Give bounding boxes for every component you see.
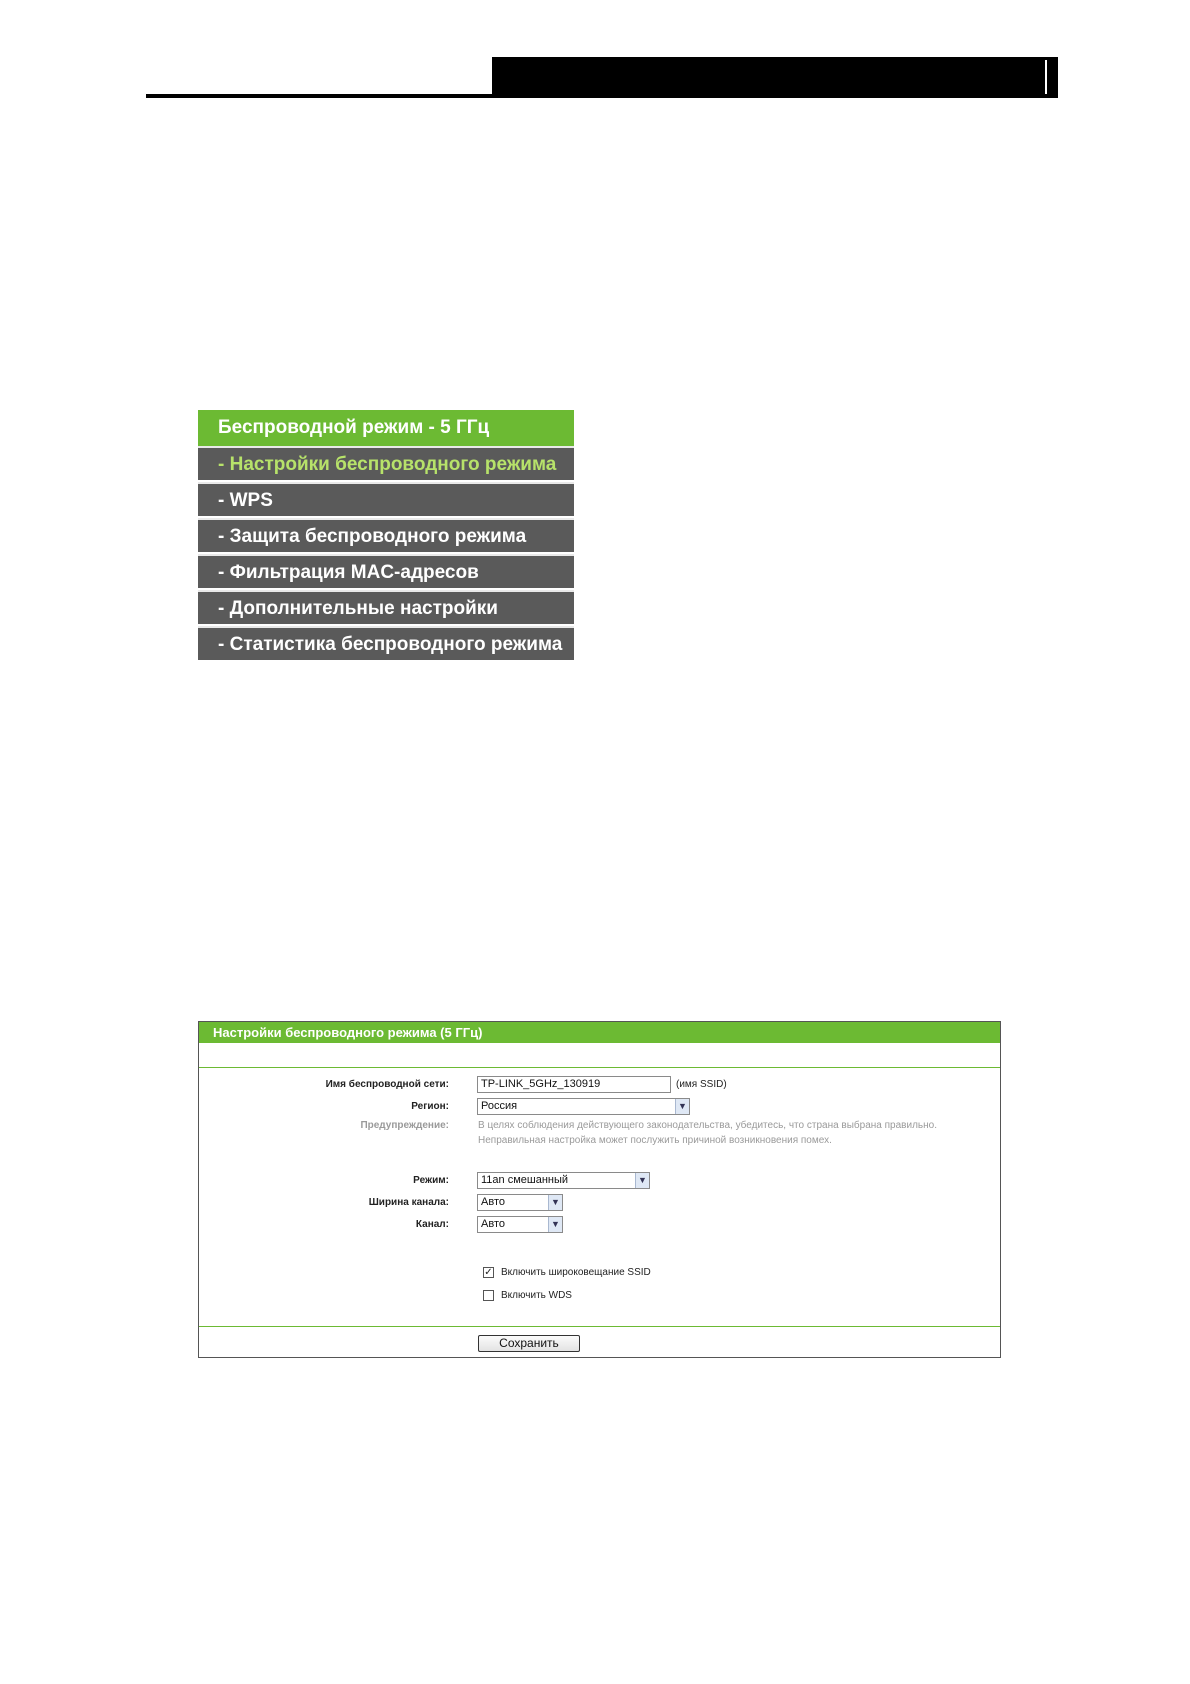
ssid-input[interactable]: TP-LINK_5GHz_130919: [477, 1076, 671, 1093]
chevron-down-icon: ▼: [548, 1217, 562, 1232]
wireless-settings-panel: [198, 1021, 1001, 1358]
mode-select[interactable]: [477, 1172, 650, 1189]
wds-checkbox[interactable]: [483, 1290, 494, 1301]
channel-width-label: Ширина канала:: [368, 1197, 449, 1208]
chevron-down-icon: ▼: [635, 1173, 649, 1188]
region-select-value: Россия: [481, 1100, 518, 1112]
ssid-label: Имя беспроводной сети:: [325, 1079, 449, 1090]
panel-divider-bottom: [199, 1326, 1000, 1327]
channel-select-value: Авто: [481, 1218, 505, 1230]
wds-label: Включить WDS: [501, 1290, 572, 1301]
channel-width-select[interactable]: [477, 1194, 563, 1211]
page-header-bar: [492, 57, 1058, 98]
chevron-down-icon: ▼: [675, 1099, 689, 1114]
page-header-divider: [1045, 60, 1047, 96]
panel-divider-top: [199, 1067, 1000, 1068]
menu-item-wps[interactable]: - WPS: [198, 482, 574, 516]
panel-title: Настройки беспроводного режима (5 ГГц): [199, 1022, 1000, 1043]
channel-label: Канал:: [415, 1219, 449, 1230]
menu-item-mac-filtering[interactable]: - Фильтрация MAC-адресов: [198, 554, 574, 588]
warning-line-1: В целях соблюдения действующего законодательства, убедитесь, что страна выбрана правильно.: [478, 1120, 937, 1131]
region-select[interactable]: [477, 1098, 690, 1115]
ssid-broadcast-checkbox[interactable]: ✓: [484, 1267, 493, 1278]
mode-select-value: 11an смешанный: [481, 1174, 569, 1186]
warning-label: Предупреждение:: [360, 1120, 449, 1131]
region-label: Регион:: [411, 1101, 449, 1112]
menu-title[interactable]: Беспроводной режим - 5 ГГц: [198, 410, 574, 446]
channel-width-value: Авто: [481, 1196, 505, 1208]
mode-label: Режим:: [413, 1175, 449, 1186]
menu-item-statistics[interactable]: - Статистика беспроводного режима: [198, 626, 574, 660]
menu-item-wireless-settings[interactable]: - Настройки беспроводного режима: [198, 446, 574, 480]
ssid-hint: (имя SSID): [676, 1079, 727, 1090]
wireless-5ghz-menu: [198, 410, 574, 667]
channel-select[interactable]: [477, 1216, 563, 1233]
warning-line-2: Неправильная настройка может послужить причиной возникновения помех.: [478, 1135, 832, 1146]
save-button[interactable]: Сохранить: [478, 1335, 580, 1352]
page-header-rule: [146, 94, 1058, 98]
chevron-down-icon: ▼: [548, 1195, 562, 1210]
menu-item-advanced[interactable]: - Дополнительные настройки: [198, 590, 574, 624]
ssid-broadcast-label: Включить широковещание SSID: [501, 1267, 651, 1278]
menu-item-wireless-security[interactable]: - Защита беспроводного режима: [198, 518, 574, 552]
